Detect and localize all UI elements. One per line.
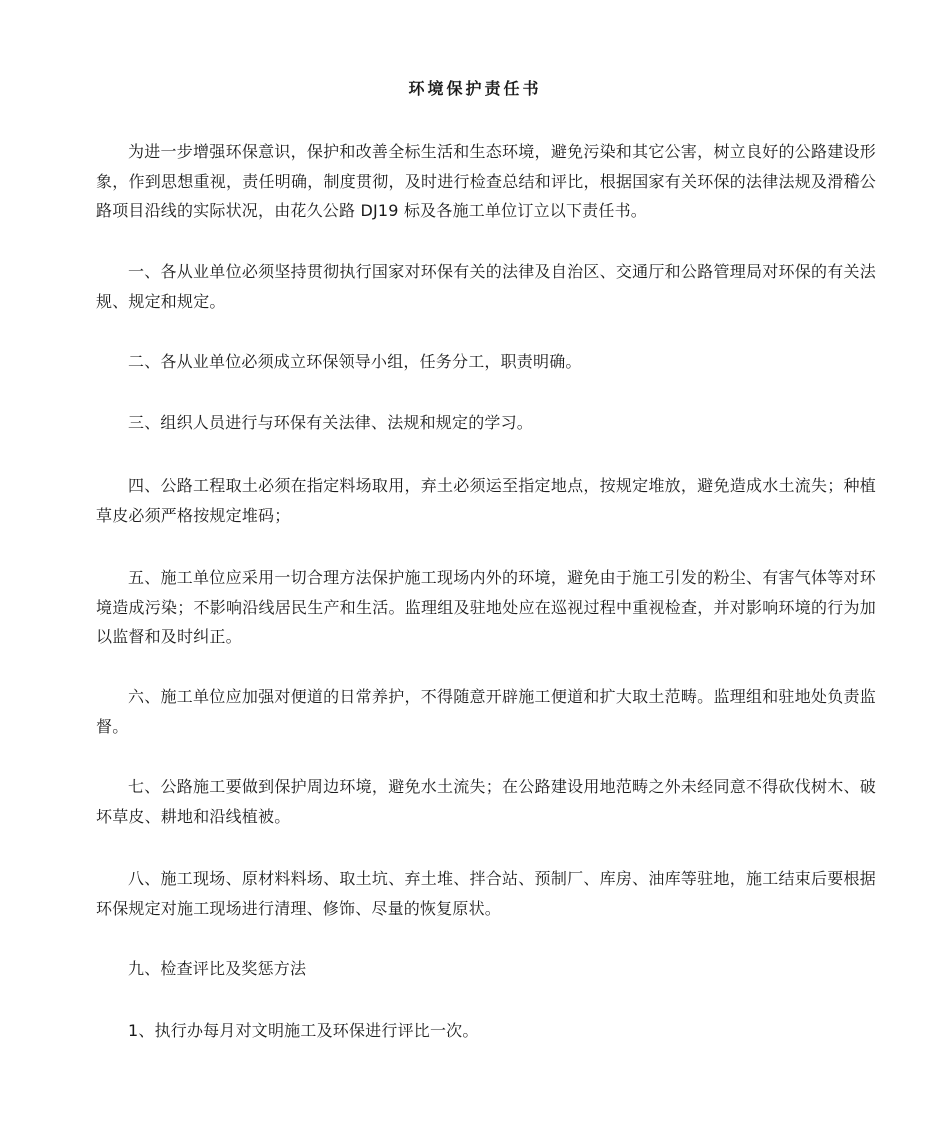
paragraph-item-1: 1、执行办每月对文明施工及环保进行评比一次。 [128, 1021, 479, 1040]
document-title: 环境保护责任书 [408, 79, 542, 98]
paragraph-clause-6: 六、施工单位应加强对便道的日常养护，不得随意开辟施工便道和扩大取土范畴。监理组和驻地处负责监督。 [96, 687, 876, 736]
paragraph-clause-3: 三、组织人员进行与环保有关法律、法规和规定的学习。 [128, 413, 534, 432]
paragraph-clause-7: 七、公路施工要做到保护周边环境，避免水土流失；在公路建设用地范畴之外未经同意不得砍伐树木、破坏草皮、耕地和沿线植被。 [96, 777, 876, 826]
paragraph-clause-4: 四、公路工程取土必须在指定料场取用，弃土必须运至指定地点，按规定堆放，避免造成水土流失；种植草皮必须严格按规定堆码； [96, 476, 876, 525]
paragraph-clause-9: 九、检查评比及奖惩方法 [128, 959, 307, 978]
paragraph-clause-1: 一、各从业单位必须坚持贯彻执行国家对环保有关的法律及自治区、交通厅和公路管理局对环保的有关法规、规定和规定。 [96, 262, 876, 311]
paragraph-clause-8: 八、施工现场、原材料料场、取土坑、弃土堆、拌合站、预制厂、库房、油库等驻地，施工结束后要根据环保规定对施工现场进行清理、修饰、尽量的恢复原状。 [96, 869, 876, 918]
paragraph-intro: 为进一步增强环保意识，保护和改善全标生活和生态环境，避免污染和其它公害，树立良好的公路建设形象，作到思想重视，责任明确，制度贯彻，及时进行检查总结和评比，根据国家有关环保的法律法规及滑稽公路项目沿线的实际状况，由花久公路 DJ19 标及各施工单位订立以下责任书。 [96, 142, 876, 220]
paragraph-clause-2: 二、各从业单位必须成立环保领导小组，任务分工，职责明确。 [128, 352, 582, 371]
paragraph-clause-5: 五、施工单位应采用一切合理方法保护施工现场内外的环境，避免由于施工引发的粉尘、有害气体等对环境造成污染；不影响沿线居民生产和生活。监理组及驻地处应在巡视过程中重视检查，并对影响环境的行为加以监督和及时纠正。 [96, 568, 876, 646]
